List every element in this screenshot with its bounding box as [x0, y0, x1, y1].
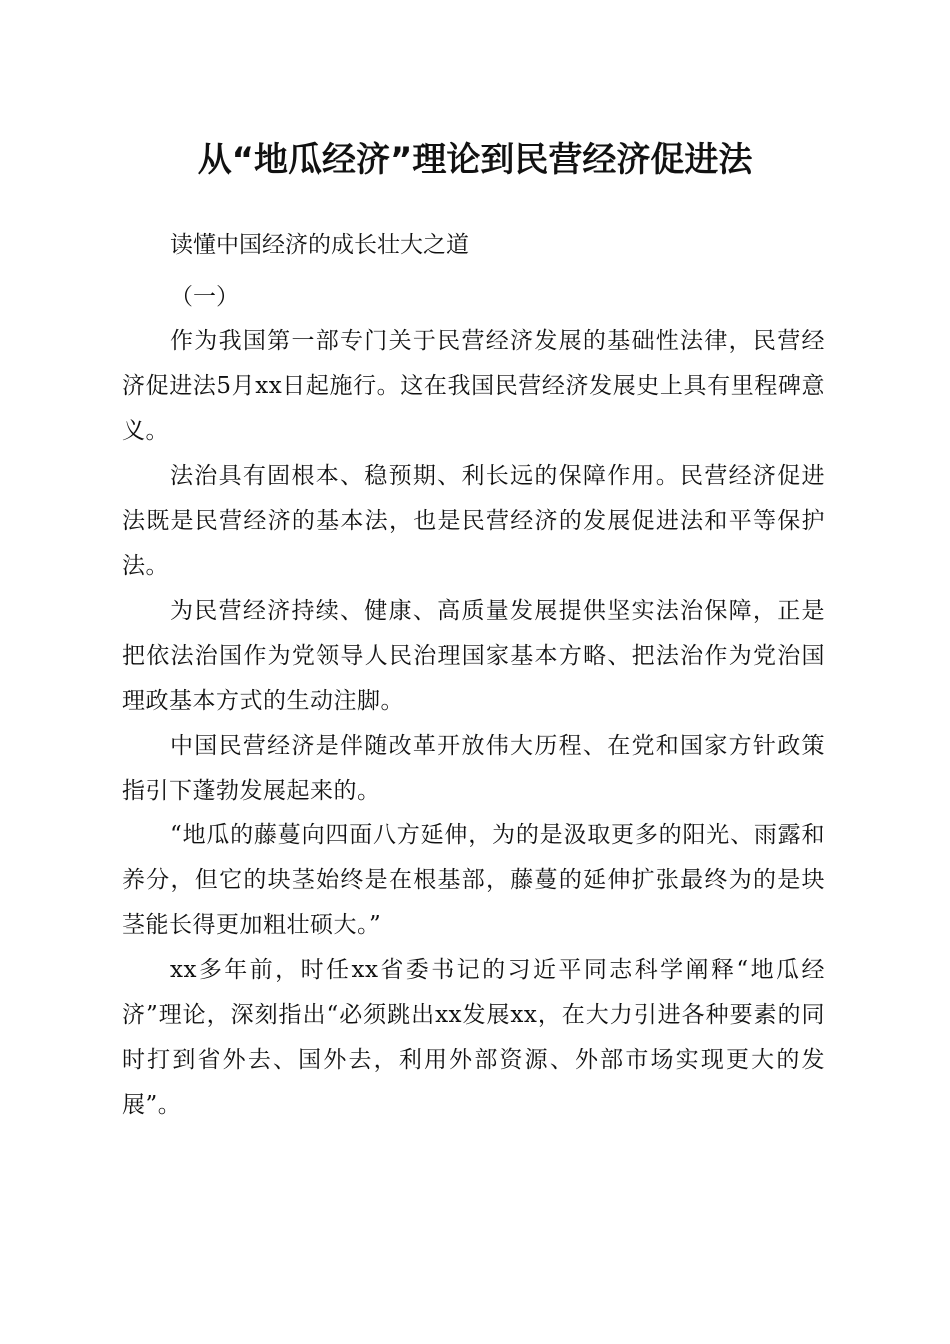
page-title: 从“地瓜经济”理论到民营经济促进法: [197, 140, 753, 180]
paragraph: 法治具有固根本、稳预期、利长远的保障作用。民营经济促进法既是民营经济的基本法，也是民营经济的发展促进法和平等保护法。: [122, 463, 825, 579]
paragraph: xx多年前，时任xx省委书记的习近平同志科学阐释“地瓜经济”理论，深刻指出“必须跳出xx发展xx，在大力引进各种要素的同时打到省外去、国外去，利用外部资源、外部市场实现更大的发展”。: [122, 957, 825, 1118]
paragraph: 为民营经济持续、健康、高质量发展提供坚实法治保障，正是把依法治国作为党领导人民治理国家基本方略、把法治作为党治国理政基本方式的生动注脚。: [122, 598, 825, 714]
subtitle: 读懂中国经济的成长壮大之道: [170, 232, 469, 258]
section-marker: （一）: [170, 284, 239, 310]
paragraph: “地瓜的藤蔓向四面八方延伸，为的是汲取更多的阳光、雨露和养分，但它的块茎始终是在根基部，藤蔓的延伸扩张最终为的是块茎能长得更加粗壮硕大。”: [122, 822, 825, 938]
paragraph: 中国民营经济是伴随改革开放伟大历程、在党和国家方针政策指引下蓬勃发展起来的。: [122, 733, 825, 804]
paragraph: 作为我国第一部专门关于民营经济发展的基础性法律，民营经济促进法5月xx日起施行。这在我国民营经济发展史上具有里程碑意义。: [122, 328, 825, 444]
